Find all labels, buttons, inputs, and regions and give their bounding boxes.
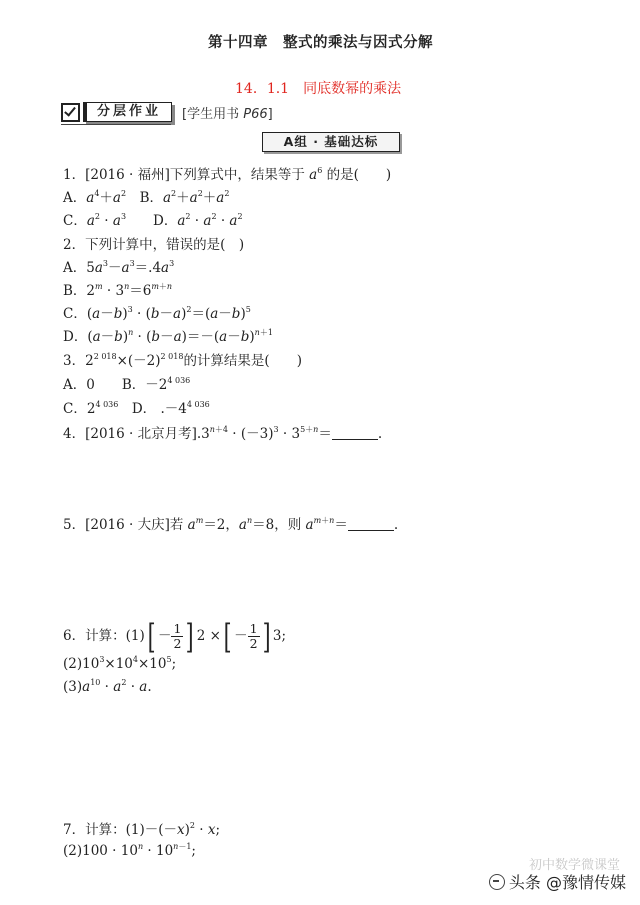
question-5: 5．[2016 · 大庆]若 $a^m=2$，$a^n=8$，则 $a^{m+n}=$ . (63, 516, 399, 533)
q3-options-ab: A．0 B．$-2^{4 036}$ (63, 376, 191, 393)
watermark (489, 870, 626, 893)
student-book-ref: [学生用书 P66] (182, 106, 273, 122)
q2-option-d: D．$(a-b)^n \cdot (b-a)=-(a-b)^{n+1}$ (63, 328, 273, 345)
watermark-text: 头条 @豫情传媒 (508, 873, 626, 892)
question-4: 4．[2016 · 北京月考]$.3^{n+4} \cdot (-3)^3 \cdot 3^{5+n}=$ . (63, 425, 383, 442)
answer-blank[interactable] (348, 518, 394, 531)
divider (61, 124, 171, 125)
watermark-ghost-text: 初中数学微课堂 (528, 858, 620, 873)
section-title: 14．1.1 同底数幂的乘法 (235, 81, 402, 97)
question-1: 1．[2016 · 福州]下列算式中，结果等于 $a^6$ 的是( ) (63, 166, 392, 183)
q2-option-c: C．$(a-b)^3 \cdot (b-a)^2=(a-b)^5$ (63, 305, 251, 322)
group-badge: A组 · 基础达标 (262, 132, 400, 152)
q3-options-cd: C．$2^{4 036}$ D． $.-4^{4 036}$ (63, 400, 210, 417)
q2-option-b: B．$2^m \cdot 3^n=6^{m+n}$ (63, 282, 173, 299)
q2-option-a: A．$5a^3-a^3=.4a^3$ (63, 259, 175, 276)
q6-part-3: $(3)a^{10} \cdot a^2 \cdot a$. (63, 678, 152, 695)
question-3: 3．$2^{2 018}\times(-2)^{2 018}$的计算结果是( ) (63, 352, 302, 369)
chat-icon (489, 874, 505, 890)
question-7: 7．计算：$(1)-(-x)^2 \cdot x$; (63, 821, 221, 838)
question-2: 2．下列计算中，错误的是( ) (63, 237, 245, 253)
chapter-title: 第十四章 整式的乘法与因式分解 (208, 34, 433, 51)
q1-options-ab: A．$a^4+a^2$ B．$a^2+a^2+a^2$ (63, 189, 230, 206)
q6-part-2: $(2)10^3\times 10^4\times 10^5$; (63, 655, 177, 672)
question-6: 6．计算：(1)[ － $\frac{1}{2}$ ] 2 ×[ － $\frac{1}{2}$ ] 3; (63, 617, 287, 657)
answer-blank[interactable] (332, 427, 378, 440)
q1-options-cd: C．$a^2 \cdot a^3$ D．$a^2 \cdot a^2 \cdot a^2$ (63, 212, 243, 229)
q7-part-2: $(2)100 \cdot 10^n \cdot 10^{n-1}$; (63, 842, 196, 859)
homework-label: 分层作业 (83, 102, 172, 122)
homework-header (61, 101, 273, 123)
check-icon (61, 103, 80, 122)
